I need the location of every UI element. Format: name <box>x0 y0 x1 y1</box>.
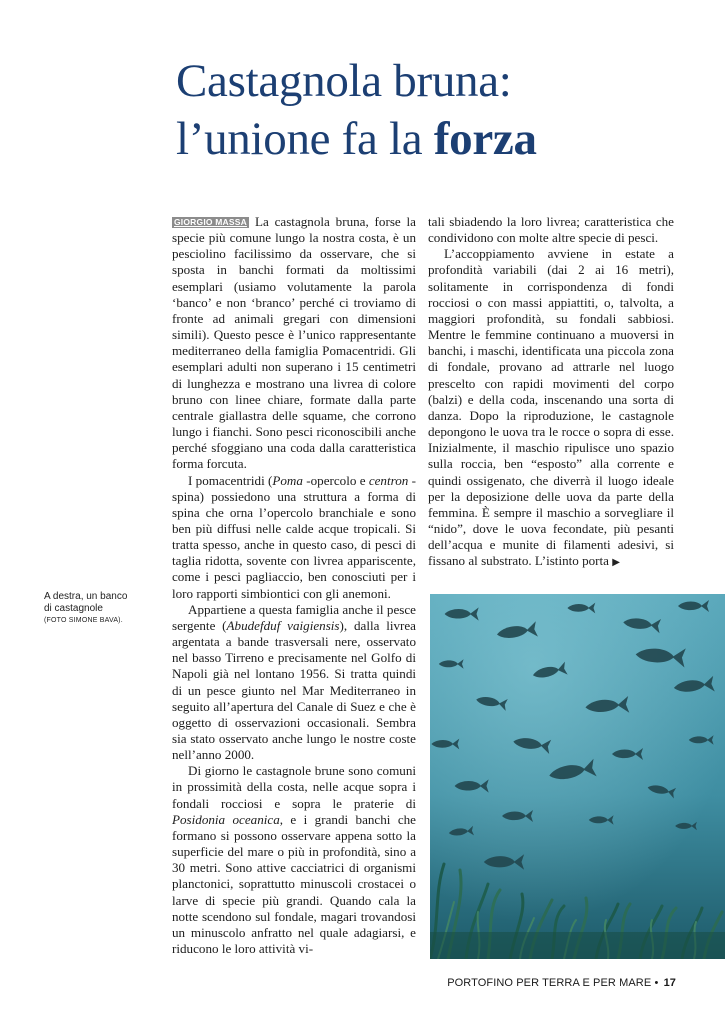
title-line-1: Castagnola bruna: <box>176 55 512 107</box>
italic-species: Posidonia oceanica <box>172 811 280 827</box>
italic-term: Poma <box>272 472 303 488</box>
photo-caption <box>44 591 162 626</box>
caption-line: di castagnole <box>44 603 103 614</box>
title-line-2-bold: forza <box>433 113 537 165</box>
paragraph-text: L’accoppiamento avviene in estate a profondità variabili (dai 2 ai 16 metri), solitamente in corrispondenza di fondi rocciosi o con massi appiattiti, o, talvolta, a maggiori profondità, su fondali sabbiosi. Mentre le femmine continuano a muoversi in banchi, i maschi, identificata una piccola zona di fondale, provano ad attrarle nel luogo prescelto con rapidi movimenti del corpo (balzi) e della coda, inscenando una sorta di danza. Dopo la riproduzione, le castagnole depongono le uova tra le rocce o sopra di esse. Inizialmente, il maschio ripulisce uno spazio sulla roccia, ben “esposto” alla corrente e quindi ossigenato, che diverrà il luogo ideale per la deposizione delle uova da parte della femmina. È sempre il maschio a sorvegliare il “nido”, dove le uova fecondate, più pesanti dell’acqua e munite di filamenti adesivi, si fissano al substrato. L’istinto porta <box>428 246 674 569</box>
photo-illustration <box>430 594 725 959</box>
page-footer <box>447 977 676 989</box>
paragraph <box>172 602 416 764</box>
title-line-2 <box>176 110 706 168</box>
paragraph <box>172 763 416 957</box>
paragraph-text: Di giorno le castagnole brune sono comuni in prossimità della costa, nelle acque sopra i fondali rocciosi e sopra le praterie di <box>172 763 416 811</box>
author-badge: GIORGIO MASSA <box>174 217 247 227</box>
continue-arrow-icon: ▶ <box>612 557 620 569</box>
paragraph-text: Appartiene a questa famiglia anche il pesce sergente ( <box>172 601 416 633</box>
paragraph-text: ), dalla livrea argentata a bande trasversali nere, osservato nel basso Tirreno e precisamente nel Golfo di Napoli già nel lontano 1956. Si tratta quindi di un pesce giunto nel Mar Mediterraneo in seguito all’apertura del Canale di Suez e che è oggetto di osservazioni occasionali. Sembra sia stato osservato anche lungo le nostre coste nell’anno 2000. <box>172 617 416 763</box>
italic-term: centron <box>368 472 409 488</box>
paragraph-text: -spina) possiedono una struttura a forma di spina che orna l’opercolo branchiale e sono ben più diffusi nelle calde acque tropicali. Si tratta spesso, anche in questo caso, di pesci di taglia ridotta, sovente con livrea appariscente, come i pesci pagliaccio, ben conosciuti per i loro rapporti simbiontici con gli anemoni. <box>172 472 416 601</box>
text-column-2 <box>428 214 674 571</box>
photo-credit: (FOTO SIMONE BAVA). <box>44 617 123 624</box>
caption-line: A destra, un banco <box>44 591 128 602</box>
article-title <box>176 52 706 168</box>
page-number: 17 <box>663 977 676 989</box>
paragraph: tali sbiadendo la loro livrea; caratteristica che condividono con molte altre specie di pesci. <box>428 214 674 246</box>
title-line-2-light: l’unione fa la <box>176 113 434 165</box>
paragraph-text: La castagnola bruna, forse la specie più comune lungo la nostra costa, è un pesciolino facilissimo da osservare, che si sposta in banchi formati da moltissimi esemplari (usiamo volutamente la parola ‘banco’ e non ‘branco’ perché ci troviamo di fronte ad animali gregari con dimensioni simili). Questo pesce è l’unico rappresentante mediterraneo della famiglia Pomacentridi. Gli esemplari adulti non superano i 15 centimetri di lunghezza e mostrano una livrea di colore bruno con linee chiare, formate dalla parte centrale giallastra delle squame, che corrono lungo i fianchi. Sono pesci riconoscibili anche perché sfoggiano una coda dalla caratteristica forma forcuta. <box>172 214 416 472</box>
underwater-photo <box>430 594 725 959</box>
paragraph <box>172 473 416 602</box>
italic-species: Abudefduf vaigiensis <box>226 617 340 633</box>
text-column-1 <box>172 214 416 957</box>
footer-magazine-name: PORTOFINO PER TERRA E PER MARE • <box>447 977 659 989</box>
paragraph <box>172 214 416 473</box>
paragraph-text: I pomacentridi ( <box>188 472 273 488</box>
paragraph-text: , e i grandi banchi che formano si possono osservare appena sotto la superficie del mare o più in profondità, sino a 30 metri. Sono attive cacciatrici di organismi planctonici, soprattutto minuscoli crostacei o larve di specie più grandi. Quando cala la notte scendono sul fondale, magari trovandosi un minuscolo anfratto nel quale adagiarsi, e riducono le loro attività vi- <box>172 811 416 957</box>
paragraph-text: -opercolo e <box>302 472 369 488</box>
paragraph <box>428 246 674 571</box>
